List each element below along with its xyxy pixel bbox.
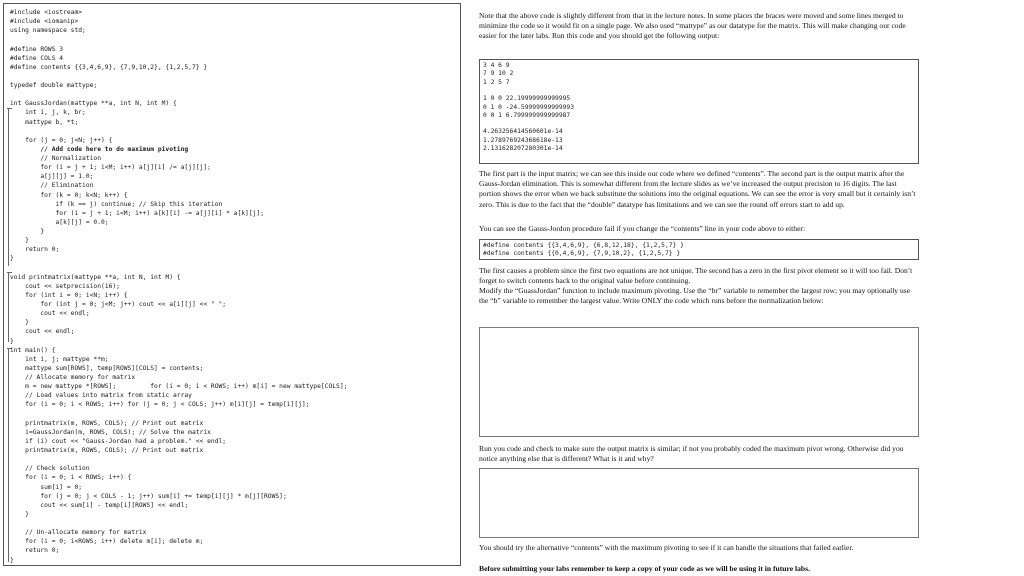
expected-output-text (480, 60, 918, 156)
fold-line (8, 108, 9, 266)
code-line: #define COLS 4 (10, 54, 64, 62)
code-line: // Un-allocate memory for matrix (10, 529, 147, 537)
code-line: // Check solution (10, 465, 90, 473)
define-line-1: #define contents {{3,4,6,9}, {6,8,12,18}, {1,2,5,7} } (483, 242, 684, 249)
code-lines (10, 8, 347, 565)
code-line (10, 35, 347, 44)
output-block-gap (483, 120, 915, 128)
define-line-2: #define contents {{0,4,6,9}, {7,9,10,2}, {1,2,5,7} } (483, 250, 681, 258)
fold-line (8, 272, 9, 342)
output-line: 7 9 10 2 (483, 70, 514, 78)
output-line: 0 1 0 -24.59999999999993 (483, 103, 574, 111)
code-line: void printmatrix(mattype **a, int N, int M) { (10, 273, 181, 281)
output-line: 1 0 0 22.19999999999995 (483, 95, 571, 103)
explanation-paragraph: The first part is the input matrix; we can see this inside our code where we defined “contents”. The second part is the output matrix after the Gauss-Jordan elimination. This is somewhat different from the lecture slides as we’ve increased the output precision to 16 digits. The last portion shows the error when we back substitute the solutions into the original equations. We can see the error is very small but it certainly isn’t zero. This is due to the fact that the “double” datatype has limitations and we can see the round off errors start to add up. (479, 169, 916, 209)
code-line: } (10, 510, 29, 518)
alternative-contents-box (479, 239, 919, 260)
code-line: i=GaussJordan(m, ROWS, COLS); // Solve the matrix (10, 428, 211, 436)
output-line: 1.278976924368618e-13 (483, 136, 563, 144)
output-line: 0 0 1 6.799999999999987 (483, 112, 571, 120)
submission-reminder: Before submitting your labs remember to keep a copy of your code as we will be using it in future labs. (479, 564, 810, 573)
code-line: } (10, 228, 45, 235)
check-output-paragraph: Run you code and check to make sure the output matrix is similar; if not you probably coded the maximum pivot wrong. Otherwise did you notice anything else that is different? What is it and why? (479, 444, 904, 464)
code-line: // Add code here to do maximum pivoting (10, 145, 189, 153)
failure-explanation-paragraph: The first causes a problem since the first two equations are not unique. The second has a zero in the first pivot element so it will too fail. Don’t forget to switch contents back to the original value before continuing. (479, 266, 913, 286)
code-line: int i, j; mattype **m; (10, 355, 109, 363)
code-line: #include <iomanip> (10, 18, 79, 26)
code-line: } (10, 255, 14, 263)
code-line: for (int j = 0; j<M; j++) cout << a[i][j] << " "; (10, 301, 227, 308)
code-line (10, 72, 347, 81)
output-line: 4.263256414560601e-14 (483, 128, 563, 136)
code-line: for (i = 0; i < ROWS; i++) for (j = 0; j < COLS; j++) m[i][j] = temp[i][j]; (10, 401, 310, 409)
code-line (10, 519, 347, 528)
code-line: for (i = j + 1; i<M; i++) a[k][i] -= a[j][i] * a[k][j]; (10, 209, 265, 217)
code-line: for (i = j + 1; i<M; i++) a[j][i] /= a[j][j]; (10, 164, 211, 172)
code-line: #include <iostream> (10, 9, 83, 16)
code-line: using namespace std; (10, 27, 86, 35)
modify-instructions-paragraph: Modify the “GuassJordan” function to include maximum pivoting. Use the “br” variable to remember the largest row; you may optionally use the “b” variable to remember the largest value. Write ONLY the code which runs before the normalization below: (479, 286, 911, 306)
output-block-gap (483, 87, 915, 95)
code-line: for (int i = 0; i<N; i++) { (10, 291, 128, 299)
code-line: int i, j, k, br; (10, 109, 86, 117)
code-line (10, 455, 347, 464)
code-line (10, 127, 347, 136)
try-alternative-paragraph: You should try the alternative “contents” with the maximum pivoting to see if it can handle the situations that failed earlier. (479, 543, 854, 552)
code-line: if (k == j) continue; // Skip this iteration (10, 200, 223, 208)
code-line: mattype b, *t; (10, 118, 79, 126)
expected-output-box (479, 59, 919, 164)
code-line: #define ROWS 3 (10, 45, 64, 53)
output-line: 1 2 5 7 (483, 78, 510, 86)
code-line: cout << sum[i] - temp[i][ROWS] << endl; (10, 501, 189, 509)
code-line (10, 264, 347, 273)
code-line: } (10, 337, 14, 345)
code-line: m = new mattype *[ROWS]; for (i = 0; i < ROWS; i++) m[i] = new mattype[COLS]; (10, 383, 348, 391)
code-line: } (10, 237, 29, 245)
code-line: for (i = 0; i < ROWS; i++) { (10, 474, 132, 482)
fold-line (8, 348, 9, 562)
code-line: // Elimination (10, 182, 94, 190)
code-line: int GaussJordan(mattype **a, int N, int M) { (10, 100, 177, 108)
code-line: // Normalization (10, 155, 101, 162)
code-line: cout << endl; (10, 310, 90, 318)
code-line: printmatrix(m, ROWS, COLS); // Print out matrix (10, 447, 204, 454)
output-line: 3 4 6 9 (483, 62, 510, 69)
code-line: mattype sum[ROWS], temp[ROWS][COLS] = contents; (10, 364, 204, 372)
code-line: printmatrix(m, ROWS, COLS); // Print out matrix (10, 419, 204, 427)
output-line: 2.131628207280301e-14 (483, 145, 563, 153)
code-line (10, 90, 347, 99)
code-line: } (10, 556, 14, 564)
code-listing-panel (3, 3, 461, 566)
pivoting-code-answer-box[interactable] (479, 327, 919, 437)
code-line: for (j = 0; j < COLS - 1; j++) sum[i] += temp[i][j] * m[j][ROWS]; (10, 492, 287, 500)
code-line: a[j][j] = 1.0; (10, 173, 94, 181)
observation-answer-box[interactable] (479, 468, 919, 538)
code-line: return 0; (10, 547, 60, 555)
code-line: } (10, 319, 29, 327)
code-line: return 0; (10, 246, 60, 254)
code-line: for (j = 0; j<N; j++) { (10, 136, 113, 144)
code-line: // Allocate memory for matrix (10, 374, 136, 381)
code-line: int main() { (10, 346, 56, 354)
code-line: cout << setprecision(16); (10, 282, 120, 290)
code-line: sum[i] = 0; (10, 483, 83, 491)
failure-intro-paragraph: You can see the Gauss-Jordon procedure fail if you change the “contents” line in your code above to either: (479, 224, 806, 233)
code-line: if (i) cout << "Gauss-Jordan had a problem." << endl; (10, 437, 227, 445)
alternative-contents-text (480, 240, 918, 261)
code-line (10, 410, 347, 419)
code-line: for (k = 0; k<N; k++) { (10, 191, 128, 199)
code-line: for (i = 0; i<ROWS; i++) delete m[i]; delete m; (10, 538, 204, 546)
code-line: cout << endl; (10, 328, 75, 336)
code-line: typedef double mattype; (10, 82, 98, 89)
code-line: #define contents {{3,4,6,9}, {7,9,10,2}, {1,2,5,7} } (10, 63, 208, 71)
code-line: // Load values into matrix from static array (10, 392, 192, 400)
code-line: a[k][j] = 0.0; (10, 218, 109, 226)
intro-paragraph: Note that the above code is slightly different from that in the lecture notes. In some places the braces were moved and some lines merged to minimize the code so it would fit on a single page. We also used “mattype” as our datatype for the matrix. This will make changing our code easier for the later labs. Run this code and you should get the following output: (479, 11, 906, 41)
